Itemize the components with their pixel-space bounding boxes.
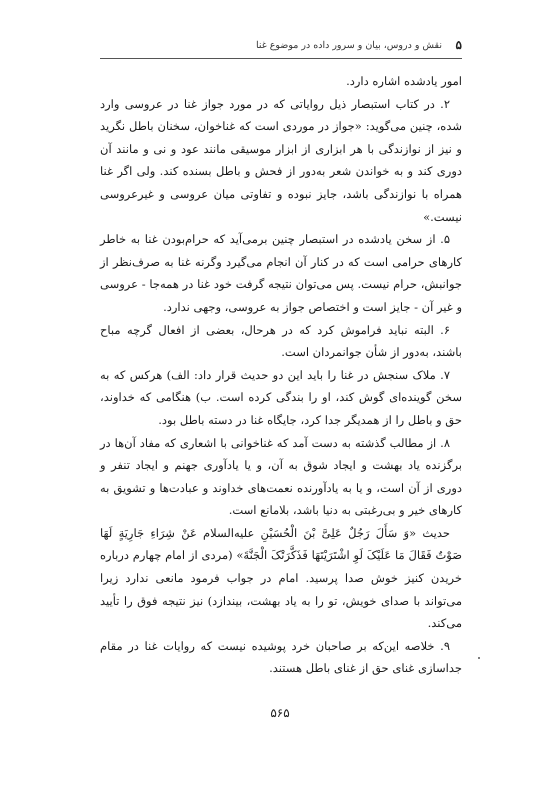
paragraph-7: ۷. ملاک سنجش در غنا را باید این دو حدیث قرار داد: الف) هرکس که به سخن گوینده‌ای گوش کند، او را بندگی کرده است. ب) هنگامی که خداوند، حق و باطل را از همدیگر جدا کرد، جایگاه غنا در دسته باطل بود. xyxy=(100,367,462,427)
paragraph-hadith: حدیث «وَ سَأَلَ رَجُلٌ عَلِیَّ بْنَ الْحُسَیْنِ علیه‌السلام عَنْ شِرَاءِ جَارِیَةٍ لَهَا صَوْتٌ فَقَالَ مَا عَلَیْکَ لَوِ اشْتَرَیْتَهَا فَذَکَّرَتْکَ الْجَنَّةَ» (مردی از امام چهارم درباره خریدن کنیز خوش صدا پرسید. امام در جواب فرمود مانعی ندارد زیرا می‌تواند با صدای خویش، تو را به یاد بهشت، بیندازد) نیز نتیجه فوق را تأیید می‌کند. xyxy=(100,525,462,631)
page-number: ۵۶۵ xyxy=(270,706,290,720)
paragraph-9: ۹. خلاصه این‌که بر صاحبان خرد پوشیده نیست که روایات غنا در مقام جداسازی غنای حق از غنای باطل هستند. xyxy=(100,638,462,676)
body-text xyxy=(100,70,462,680)
paragraph-5: ۵. از سخن یادشده در استبصار چنین برمی‌آید که حرام‌بودن غنا به خاطر کارهای حرامی است که در کنار آن انجام می‌گیرد وگرنه غنا به صرف‌نظر از جوانبش، حرام نیست. پس می‌توان نتیجه گرفت خود غنا در همه‌جا - عروسی و غیر آن - جایز است و اختصاص جواز به عروسی، وجهی ندارد. xyxy=(100,232,462,314)
margin-mark xyxy=(478,657,480,659)
paragraph-8: ۸. از مطالب گذشته به دست آمد که غناخوانی با اشعاری که مفاد آن‌ها در برگزنده یاد بهشت و ایجاد شوق به آن، و یا یادآوری جهنم و ایجاد تنفر و دوری از آن است، و یا به یادآورنده نعمت‌های خداوند و عبادت‌ها و تشویق به کارهای خیر و بی‌رغبتی به دنیا باشد، بلامانع است. xyxy=(100,435,462,518)
paragraph-continuation: امور یادشده اشاره دارد. xyxy=(346,74,462,88)
paragraph-2: ۲. در کتاب استبصار ذیل روایاتی که در مورد جواز غنا در عروسی وارد شده، چنین می‌گوید: «جواز در موردی است که غناخوان، سخنان باطل نگرید و نیز از نوازندگی با هر ابزاری از ابزار موسیقی مانند عود و نی و مانند آن دوری کند و به خواندن شعر به‌دور از فحش و باطل بسنده کند. ولی اگر غنا همراه با نوازندگی باشد، جایز نبوده و تفاوتی میان عروسی و غیرعروسی نیست.» xyxy=(100,96,462,224)
header-title: نقش و دروس، بیان و سرور داده در موضوع غنا xyxy=(255,40,442,51)
paragraph-6: ۶. البته نباید فراموش کرد که در هرحال، بعضی از افعال گرچه مباح باشند، به‌دور از شأن جوانمردان است. xyxy=(100,322,462,360)
running-header xyxy=(100,38,462,59)
header-page-badge: ۵ xyxy=(455,38,462,52)
